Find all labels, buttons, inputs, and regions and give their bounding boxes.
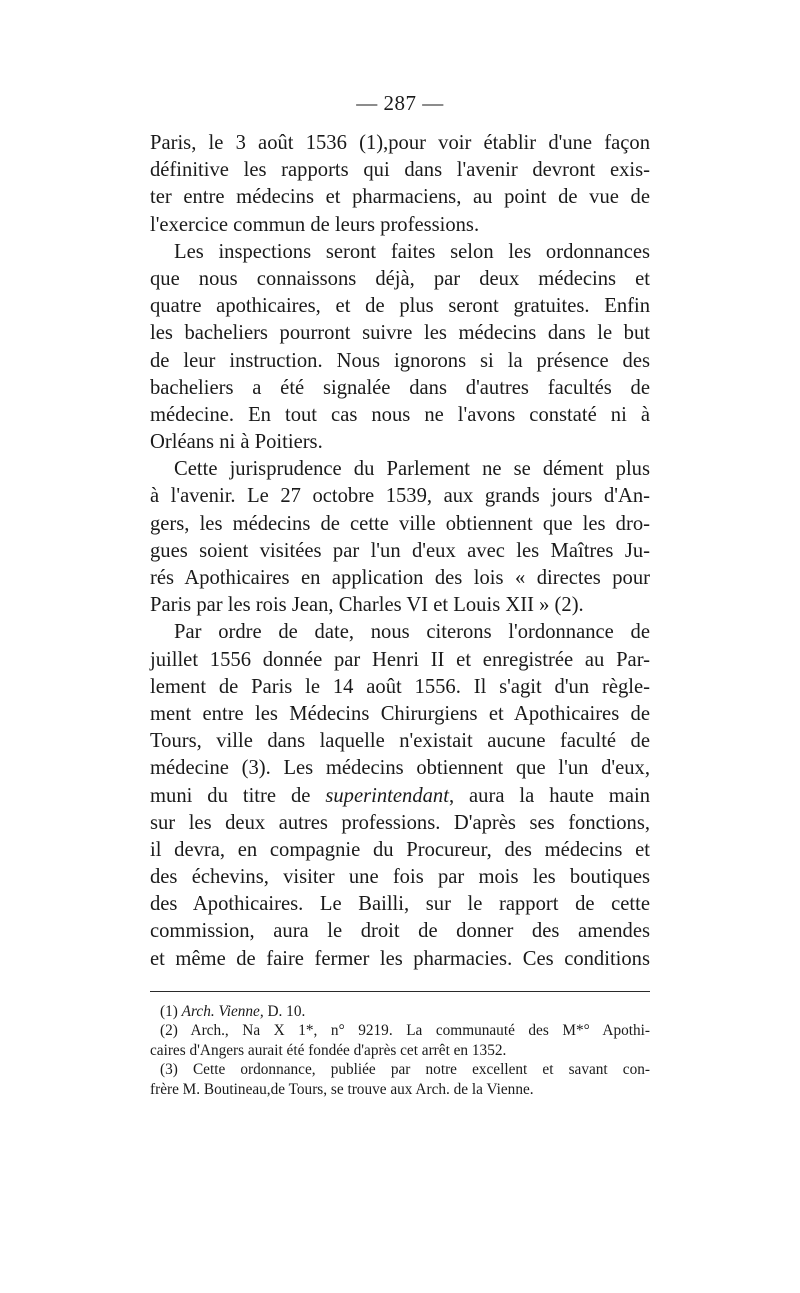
text-line: Cette jurisprudence du Parlement ne se dément plus [174,458,650,481]
text-line: des échevins, visiter une fois par mois les boutiques [150,866,650,889]
text-line: de leur instruction. Nous ignorons si la présence des [150,349,650,372]
text-line: médecine. En tout cas nous ne l'avons constaté ni à [150,403,650,426]
text-line: Paris par les rois Jean, Charles VI et Louis XII » (2). [150,594,584,617]
paragraph-4 [150,619,650,972]
footnotes [150,1002,650,1100]
text-line: définitive les rapports qui dans l'avenir devront exis- [150,159,650,182]
text-line: rés Apothicaires en application des lois « directes pour [150,567,650,589]
text-line: les bacheliers pourront suivre les médecins dans le but [150,322,650,345]
page-number: — 287 — [356,91,444,115]
text-line: il devra, en compagnie du Procureur, des médecins et [150,838,650,861]
footnote-2 [150,1021,650,1060]
text-line: des Apothicaires. Le Bailli, sur le rapport de cette [150,893,650,916]
text-line: sur les deux autres professions. D'après ses fonctions, [150,811,650,834]
text-line: Les inspections seront faites selon les ordonnances [174,240,650,263]
text-line: Paris, le 3 août 1536 (1),pour voir établir d'une façon [150,132,650,154]
paragraph-2 [150,239,650,457]
text-line: commission, aura le droit de donner des amendes [150,920,650,943]
text-line: à l'avenir. Le 27 octobre 1539, aux grands jours d'An- [150,485,650,508]
paragraph-3 [150,456,650,619]
page-content [150,88,650,1099]
footnote-divider [150,991,650,992]
paragraph-1 [150,130,650,239]
text-line: gues soient visitées par l'un d'eux avec les Maîtres Ju- [150,539,650,562]
footnote-3 [150,1060,650,1099]
text-line: que nous connaissons déjà, par deux médecins et [150,267,650,290]
text-line: l'exercice commun de leurs professions. [150,213,480,236]
text-line: Orléans ni à Poitiers. [150,431,323,454]
text-line: ter entre médecins et pharmaciens, au point de vue de [150,186,650,209]
footnote-1 [150,1002,650,1022]
text-line: Par ordre de date, nous citerons l'ordonnance de [174,621,650,644]
text-line: ment entre les Médecins Chirurgiens et Apothicaires de [150,702,650,725]
footnote-marker: (1) [160,1002,178,1020]
text-line-with-italic [150,783,650,810]
text-line: quatre apothicaires, et de plus seront gratuites. Enfin [150,295,650,318]
text-line: et même de faire fermer les pharmacies. Ces conditions [150,947,650,970]
body-text [150,130,650,973]
footnote-source-italic: Arch. Vienne, [181,1002,264,1020]
text-segment: , aura la haute main [448,784,650,807]
footnote-line: (2) Arch., Na X 1*, n° 9219. La communauté des M*° Apothi- [160,1022,650,1040]
text-line: médecine (3). Les médecins obtiennent que l'un d'eux, [150,757,650,780]
footnote-line: (3) Cette ordonnance, publiée par notre excellent et savant con- [160,1061,650,1079]
text-line: Tours, ville dans laquelle n'existait aucune faculté de [150,730,650,753]
footnote-line: frère M. Boutineau,de Tours, se trouve aux Arch. de la Vienne. [150,1080,534,1098]
text-line: juillet 1556 donnée par Henri II et enregistrée au Par- [150,648,650,671]
italic-term: superintendant [325,784,449,807]
text-segment: muni du titre de [150,784,311,807]
text-line: bacheliers a été signalée dans d'autres facultés de [150,376,650,399]
footnote-text: D. 10. [263,1002,306,1020]
text-line: gers, les médecins de cette ville obtiennent que les dro- [150,512,650,535]
footnote-line [150,1002,650,1022]
text-line: lement de Paris le 14 août 1556. Il s'agit d'un règle- [150,675,650,698]
footnote-line: caires d'Angers aurait été fondée d'après cet arrêt en 1352. [150,1041,507,1059]
